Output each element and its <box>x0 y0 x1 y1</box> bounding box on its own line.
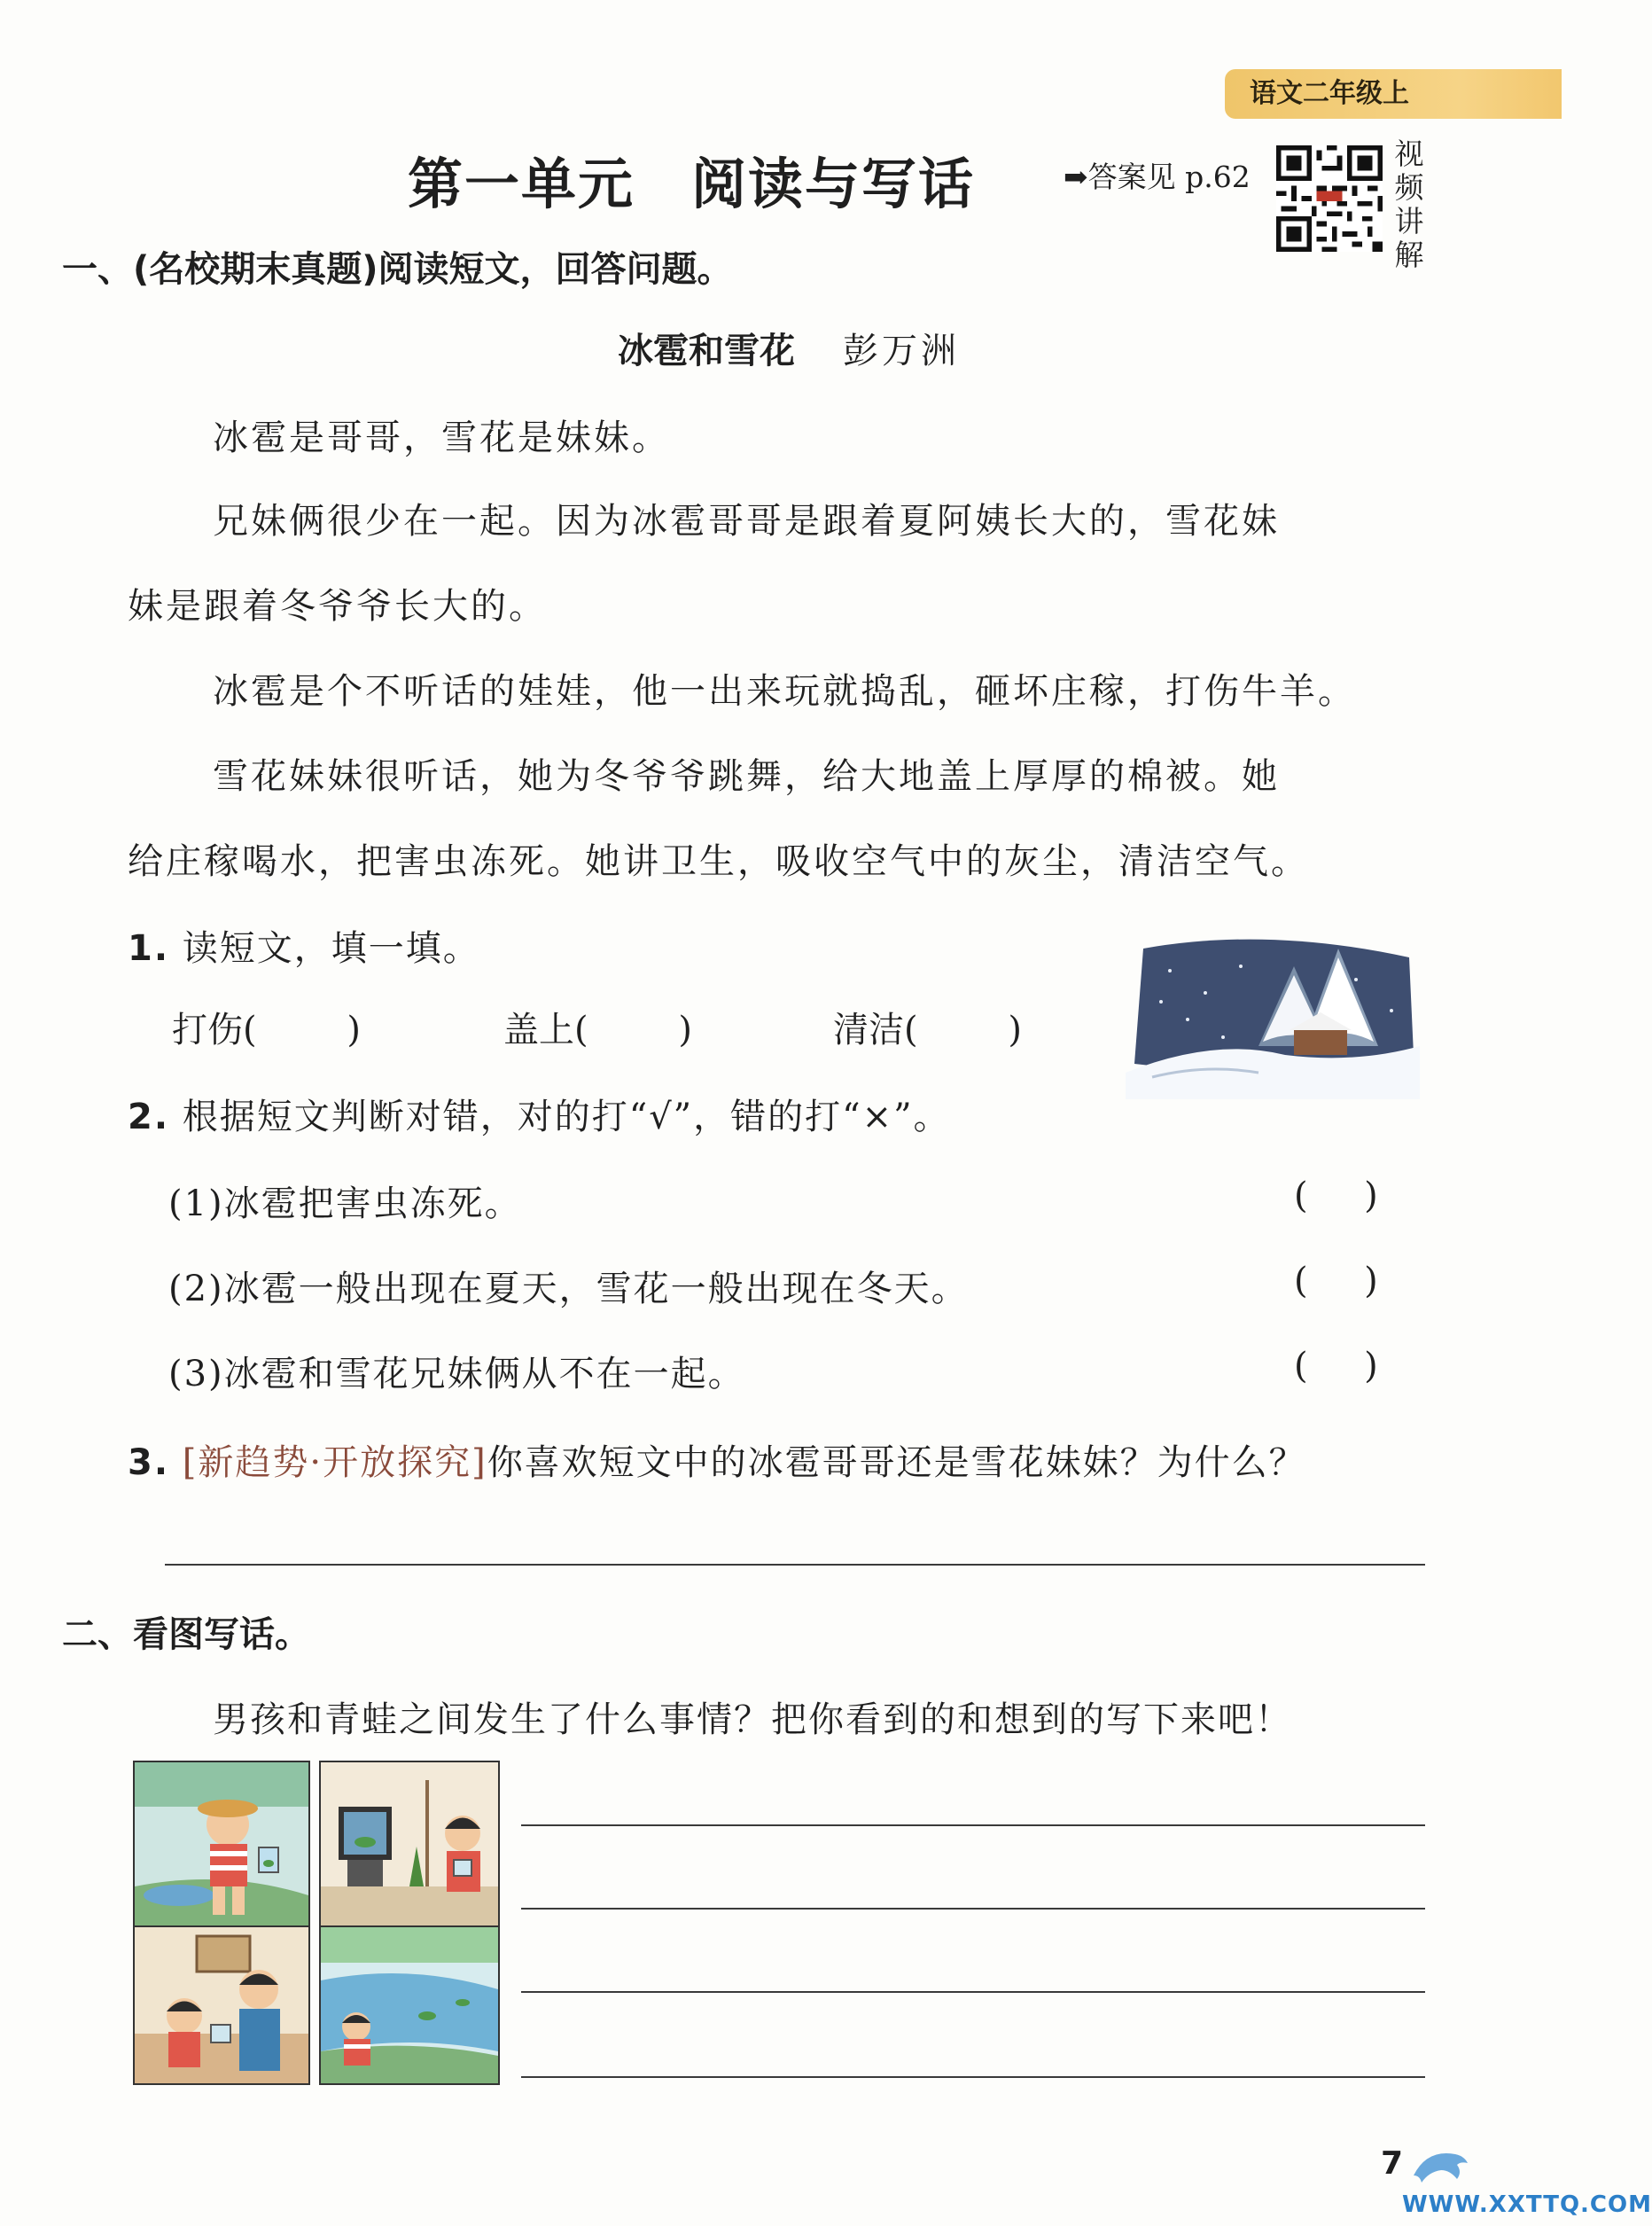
paragraph: 雪花妹妹很听话，她为冬爷爷跳舞，给大地盖上厚厚的棉被。她 <box>213 756 1280 797</box>
judge-item-2: (2)冰雹一般出现在夏天，雪花一般出现在冬天。 <box>168 1269 969 1309</box>
blank-label: 清洁( <box>833 1010 918 1051</box>
video-label-char: 视 <box>1394 137 1424 171</box>
question-text: 读短文，填一填。 <box>182 928 480 969</box>
question-tag: [新趋势·开放探究] <box>182 1442 487 1483</box>
comic-panel-4 <box>319 1925 500 2085</box>
paragraph: 给庄稼喝水，把害虫冻死。她讲卫生，吸收空气中的灰尘，清洁空气。 <box>128 841 1309 882</box>
comic-panel-3 <box>133 1925 310 2085</box>
question-1 <box>128 920 480 971</box>
paragraph: 妹是跟着冬爷爷长大的。 <box>128 586 547 627</box>
qr-code-icon[interactable] <box>1276 145 1383 252</box>
question-number: 1. <box>128 928 170 969</box>
writing-prompt: 男孩和青蛙之间发生了什么事情？把你看到的和想到的写下来吧！ <box>213 1699 1292 1740</box>
page-number: 7 <box>1381 2145 1404 2182</box>
dolphin-logo-icon <box>1409 2144 1471 2186</box>
fill-blank-1[interactable]: 打伤( ) <box>172 1010 361 1051</box>
passage-title <box>0 323 1578 373</box>
question-text: 你喜欢短文中的冰雹哥哥还是雪花妹妹？为什么？ <box>487 1442 1306 1483</box>
page-title: 第一单元 阅读与写话 <box>408 152 976 216</box>
blank-label: 打伤( <box>172 1010 257 1051</box>
writing-line[interactable] <box>521 2076 1425 2078</box>
judge-item-1: (1)冰雹把害虫冻死。 <box>168 1183 522 1224</box>
watermark: WWW.XXTTQ.COM <box>1402 2191 1652 2218</box>
judge-item-3: (3)冰雹和雪花兄妹俩从不在一起。 <box>168 1354 745 1394</box>
question-3 <box>128 1434 1306 1485</box>
writing-line[interactable] <box>521 1991 1425 1993</box>
blank-label: 盖上( <box>503 1010 588 1051</box>
writing-line[interactable] <box>521 1824 1425 1826</box>
passage-title-text: 冰雹和雪花 <box>618 331 795 371</box>
video-label-char: 讲 <box>1394 204 1424 238</box>
paragraph: 冰雹是个不听话的娃娃，他一出来玩就捣乱，砸坏庄稼，打伤牛羊。 <box>213 671 1356 712</box>
video-label-char: 频 <box>1394 170 1424 205</box>
paragraph: 冰雹是哥哥，雪花是妹妹。 <box>213 418 670 458</box>
writing-line[interactable] <box>521 1908 1425 1910</box>
question-2 <box>128 1089 951 1139</box>
judge-answer-3[interactable]: ( ) <box>1294 1346 1378 1386</box>
video-explain-label <box>1393 137 1425 272</box>
section2-heading: 二、看图写话。 <box>62 1614 310 1655</box>
judge-answer-2[interactable]: ( ) <box>1294 1261 1378 1301</box>
judge-answer-1[interactable]: ( ) <box>1294 1175 1378 1216</box>
winter-scene-illustration <box>1126 931 1420 1099</box>
comic-panel-1 <box>133 1761 310 1931</box>
section1-heading: 一、(名校期末真题)阅读短文，回答问题。 <box>62 249 733 290</box>
question-number: 2. <box>128 1097 170 1137</box>
comic-panel-2 <box>319 1761 500 1931</box>
question-text: 根据短文判断对错，对的打“√”，错的打“×”。 <box>182 1097 951 1137</box>
answer-reference: ➡答案见 p.62 <box>1064 160 1251 194</box>
video-label-char: 解 <box>1394 238 1424 272</box>
passage-author: 彭万洲 <box>843 331 960 371</box>
fill-blank-3[interactable]: 清洁( ) <box>833 1010 1022 1051</box>
fill-blank-2[interactable]: 盖上( ) <box>503 1010 692 1051</box>
question-number: 3. <box>128 1442 170 1483</box>
paragraph: 兄妹俩很少在一起。因为冰雹哥哥是跟着夏阿姨长大的，雪花妹 <box>213 501 1280 542</box>
grade-tab: 语文二年级上 <box>1225 69 1562 119</box>
answer-line[interactable] <box>165 1564 1425 1566</box>
